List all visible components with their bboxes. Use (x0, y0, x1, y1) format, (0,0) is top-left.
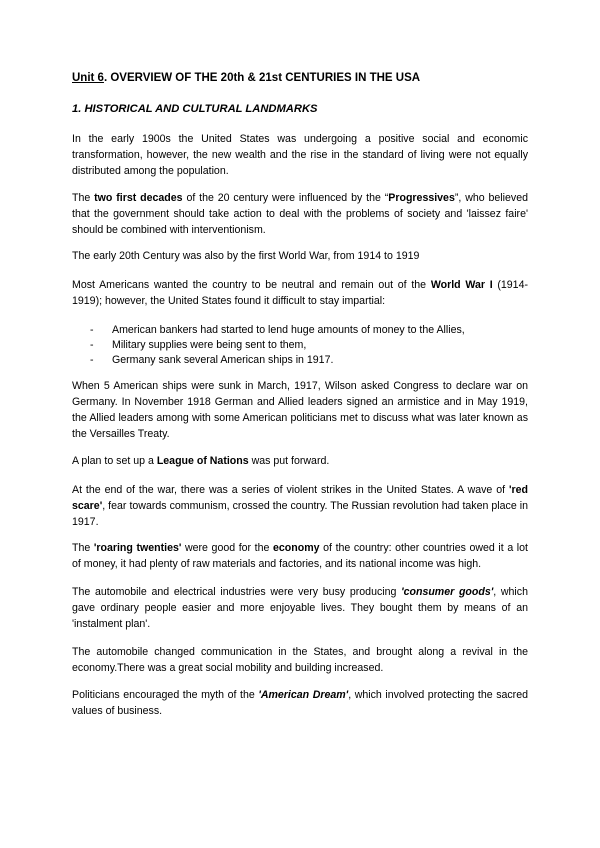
text-run: The (72, 542, 94, 554)
paragraph-text: The early 20th Century was also by the first World War, from 1914 to 1919 (72, 250, 420, 262)
list-item-text: Germany sank several American ships in 1917. (112, 354, 334, 366)
title-text: . OVERVIEW OF THE 20th & 21st CENTURIES IN THE USA (103, 72, 421, 84)
text-run: of the country: other countries owed it a lot of money, it had plenty of raw materials and factories, and its national income was high. (72, 542, 528, 570)
text-run: The automobile and electrical industries were very busy producing (72, 586, 402, 598)
paragraph-red-scare (72, 482, 528, 530)
text-run: ”, who believed that the government should take action to deal with the problems of society and 'laissez faire' should be combined with interventionism. (72, 192, 528, 236)
paragraph-intro (72, 131, 528, 179)
paragraph-text: The automobile changed communication in the States, and brought along a revival in the economy.There was a great social mobility and building increased. (72, 646, 528, 674)
bold-italic-term: 'American Dream' (258, 689, 349, 701)
paragraph-declare-war (72, 378, 528, 442)
text-run: , which gave ordinary people easier and more enjoyable lives. They bought them by means of an 'instalment plan'. (72, 586, 528, 630)
text-run: , fear towards communism, crossed the country. The Russian revolution had taken place in 1917. (72, 500, 528, 528)
paragraph-league (72, 453, 528, 469)
text-run: of the 20 century were influenced by the “ (182, 192, 389, 204)
bullet-dash: - (90, 354, 94, 366)
paragraph-world-war (72, 248, 528, 264)
bold-term: World War I (430, 279, 493, 291)
text-run: Most Americans wanted the country to be neutral and remain out of the (72, 279, 431, 291)
text-run: , which involved protecting the sacred values of business. (72, 689, 528, 717)
bullet-list (72, 323, 528, 368)
list-item-text: American bankers had started to lend huge amounts of money to the Allies, (112, 324, 465, 336)
paragraph-automobile (72, 644, 528, 676)
text-run: (1914-1919); however, the United States found it difficult to stay impartial: (72, 279, 528, 307)
section-heading: 1. HISTORICAL AND CULTURAL LANDMARKS (72, 103, 318, 115)
paragraph-consumer-goods (72, 584, 528, 632)
bold-term: two first decades (94, 192, 183, 204)
bold-term: Progressives (388, 192, 455, 204)
bullet-dash: - (90, 339, 94, 351)
text-run: The (72, 192, 95, 204)
bold-term: 'red scare' (72, 484, 528, 512)
list-item (72, 323, 528, 338)
bold-term: League of Nations (156, 455, 249, 467)
text-run: were good for the (181, 542, 274, 554)
list-item-text: Military supplies were being sent to them, (112, 339, 307, 351)
bold-term: 'roaring twenties' (93, 542, 182, 554)
page-title (72, 71, 532, 85)
bold-italic-term: 'consumer goods' (401, 586, 494, 598)
list-item (72, 353, 528, 368)
paragraph-neutrality (72, 277, 528, 309)
text-run: Politicians encouraged the myth of the (72, 689, 259, 701)
paragraph-american-dream (72, 687, 528, 719)
text-run: was put forward. (248, 455, 330, 467)
paragraph-progressives (72, 190, 528, 238)
text-run: A plan to set up a (72, 455, 157, 467)
paragraph-text: When 5 American ships were sunk in March, 1917, Wilson asked Congress to declare war on Germany. In November 1918 German and Allied leaders signed an armistice and in May 1919, the Allied leaders among with some American politicians met to discuss what was later known as the Versailles Treaty. (72, 380, 528, 440)
paragraph-roaring-twenties (72, 540, 528, 572)
list-item (72, 338, 528, 353)
paragraph-text: In the early 1900s the United States was undergoing a positive social and economic transformation, however, the new wealth and the rise in the standard of living were not equally distributed among the population. (72, 133, 528, 177)
bullet-dash: - (90, 324, 94, 336)
text-run: At the end of the war, there was a series of violent strikes in the United States. A wave of (72, 484, 509, 496)
unit-label: Unit 6 (72, 72, 104, 84)
bold-term: economy (273, 542, 320, 554)
